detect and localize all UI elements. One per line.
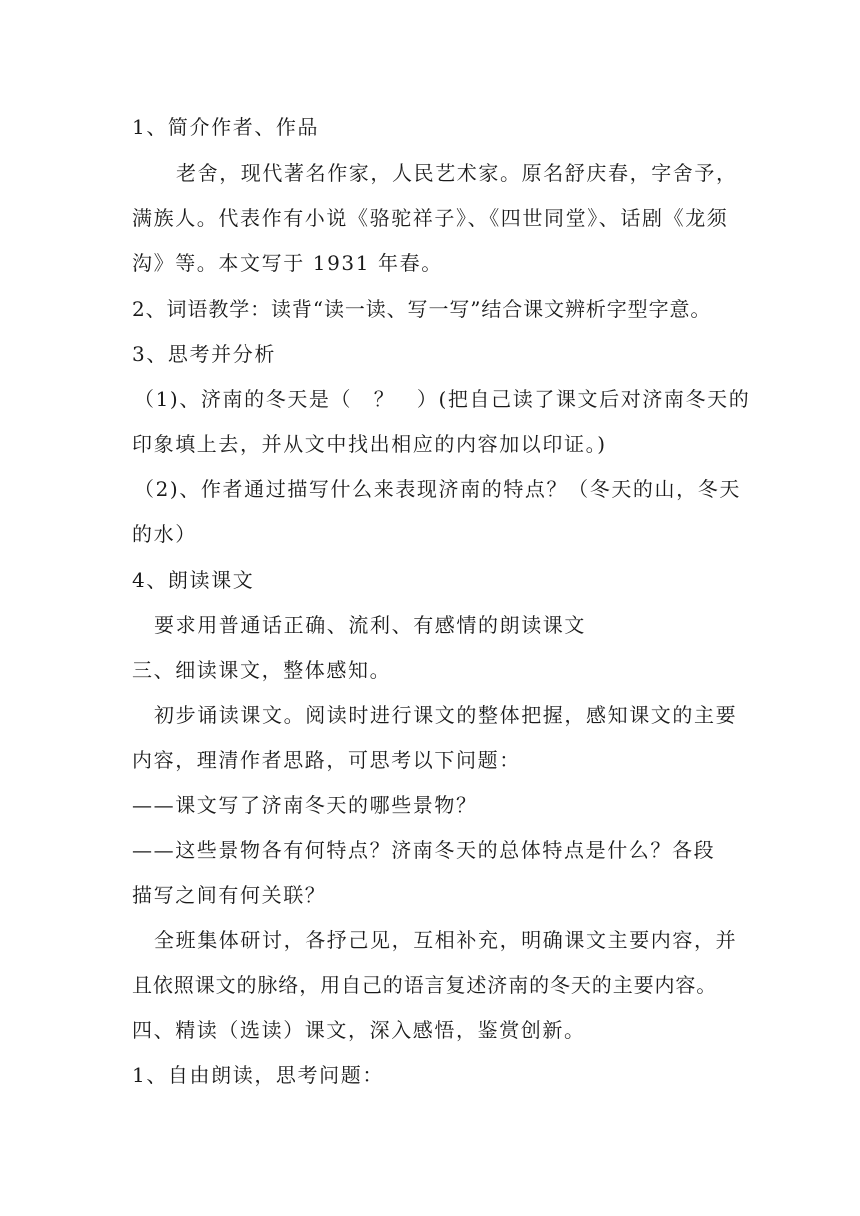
- heading-think-analyze: 3、思考并分析: [132, 342, 276, 366]
- question-line: ——课文写了济南冬天的哪些景物？: [132, 793, 478, 817]
- paragraph-line: 满族人。代表作有小说《骆驼祥子》、《四世同堂》、话剧《龙须: [132, 206, 729, 230]
- paragraph-line: 老舍，现代著名作家，人民艺术家。原名舒庆春，字舍予，: [176, 161, 738, 185]
- heading-author-works: 1、简介作者、作品: [132, 115, 320, 139]
- paragraph-line: 初步诵读课文。阅读时进行课文的整体把握，感知课文的主要: [154, 703, 738, 727]
- question-line: （2)、作者通过描写什么来表现济南的特点？（冬天的山，冬天: [134, 477, 741, 501]
- paragraph-line: 内容，理清作者思路，可思考以下问题：: [132, 748, 521, 772]
- paragraph-line: 沟》等。本文写于 1931 年春。: [132, 251, 443, 275]
- question-line: 印象填上去，并从文中找出相应的内容加以印证。): [132, 432, 607, 456]
- paragraph-line: 且依照课文的脉络，用自己的语言复述济南的冬天的主要内容。: [132, 973, 718, 997]
- paragraph-line: 要求用普通话正确、流利、有感情的朗读课文: [154, 613, 586, 637]
- paragraph-line: 全班集体研讨，各抒己见，互相补充，明确课文主要内容，并: [154, 928, 738, 952]
- section-heading: 三、细读课文，整体感知。: [132, 658, 392, 682]
- question-line: （1)、济南的冬天是（ ？ ）(把自己读了课文后对济南冬天的: [134, 387, 751, 411]
- heading-read-aloud: 4、朗读课文: [132, 568, 255, 592]
- heading-vocabulary: 2、词语教学：读背“读一读、写一写”结合课文辨析字型字意。: [132, 297, 712, 321]
- question-line: 描写之间有何关联？: [132, 883, 327, 907]
- heading-free-reading: 1、自由朗读，思考问题：: [132, 1063, 384, 1087]
- question-line: 的水）: [132, 522, 197, 546]
- section-heading: 四、精读（选读）课文，深入感悟，鉴赏创新。: [132, 1018, 586, 1042]
- question-line: ——这些景物各有何特点？济南冬天的总体特点是什么？各段: [132, 838, 716, 862]
